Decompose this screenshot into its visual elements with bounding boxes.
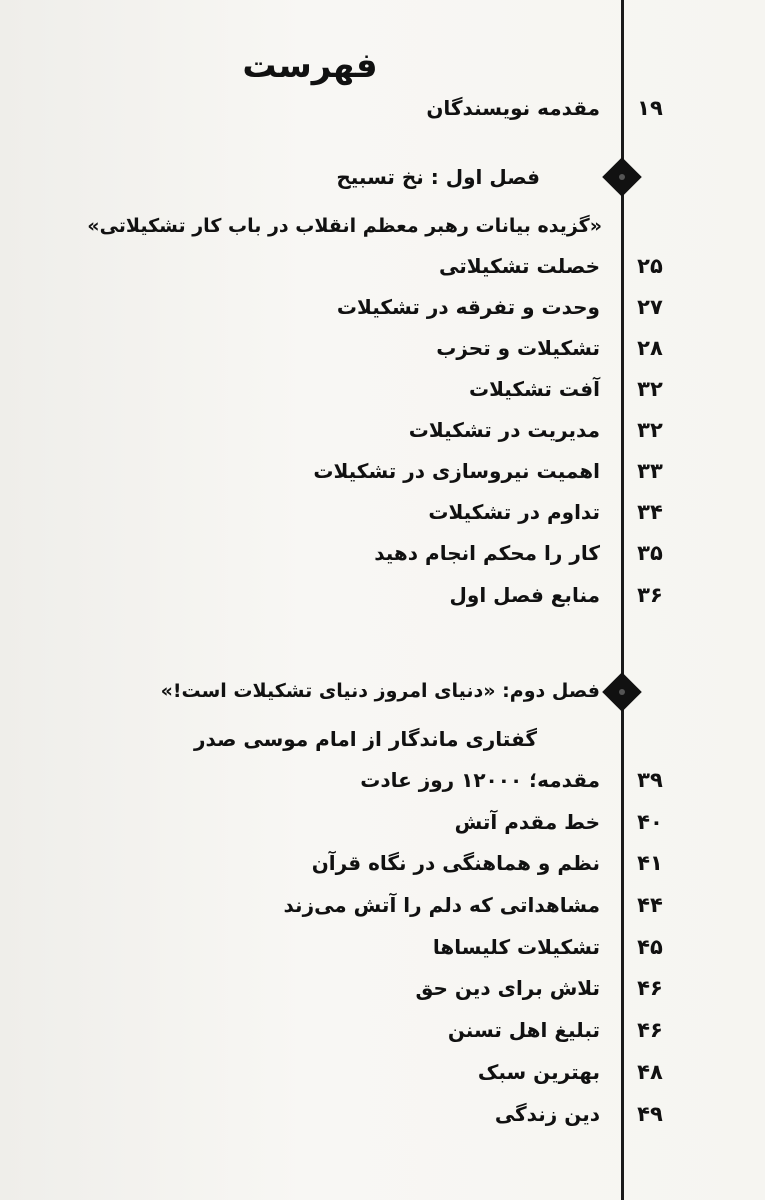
page-number: ۲۵ xyxy=(637,254,663,278)
entry-title: خصلت تشکیلاتی xyxy=(438,254,600,278)
toc-entry xyxy=(0,369,765,409)
page-number: ۳۵ xyxy=(637,541,663,565)
toc-entry xyxy=(0,575,765,615)
toc-entry xyxy=(0,843,765,883)
entry-title: بهترین سبک xyxy=(477,1060,600,1084)
page-number: ۴۴ xyxy=(637,893,663,917)
page-title: فهرست xyxy=(242,46,378,86)
page-number: ۴۰ xyxy=(637,810,663,834)
toc-entry xyxy=(0,927,765,967)
entry-title: منابع فصل اول xyxy=(449,583,600,607)
entry-title: آفت تشکیلات xyxy=(468,377,600,401)
entry-title: وحدت و تفرقه در تشکیلات xyxy=(336,295,600,319)
toc-entry xyxy=(0,328,765,368)
page-number: ۴۱ xyxy=(637,851,663,875)
entry-title: تشکیلات کلیساها xyxy=(432,935,600,959)
page-number: ۳۳ xyxy=(637,459,663,483)
entry-title: تلاش برای دین حق xyxy=(415,976,600,1000)
page-number: ۲۸ xyxy=(637,336,663,360)
entry-title: کار را محکم انجام دهید xyxy=(374,541,600,565)
page-number: ۳۴ xyxy=(637,500,663,524)
chapter2-diamond-ornament xyxy=(602,672,642,712)
page-number: ۳۲ xyxy=(637,418,663,442)
entry-title: مدیریت در تشکیلات xyxy=(408,418,600,442)
chapter2-subheading: گفتاری ماندگار از امام موسی صدر xyxy=(194,727,537,751)
chapter2-heading: فصل دوم: «دنیای امروز دنیای تشکیلات است!» xyxy=(160,680,600,702)
toc-entry xyxy=(0,1094,765,1134)
page-number: ۴۶ xyxy=(637,976,663,1000)
toc-entry xyxy=(0,760,765,800)
toc-entry-intro xyxy=(0,88,765,128)
page-number: ۴۹ xyxy=(637,1102,663,1126)
toc-entry xyxy=(0,492,765,532)
entry-title: مقدمه نویسندگان xyxy=(426,96,600,120)
toc-entry xyxy=(0,246,765,286)
toc-entry xyxy=(0,1052,765,1092)
entry-title: دین زندگی xyxy=(494,1102,600,1126)
entry-title: تداوم در تشکیلات xyxy=(428,500,600,524)
toc-entry xyxy=(0,410,765,450)
entry-title: مقدمه؛ ۱۲۰۰۰ روز عادت xyxy=(360,768,600,792)
page-number: ۳۹ xyxy=(637,768,663,792)
toc-entry xyxy=(0,1010,765,1050)
entry-title: خط مقدم آتش xyxy=(454,810,600,834)
entry-title: تشکیلات و تحزب xyxy=(436,336,600,360)
entry-title: نظم و هماهنگی در نگاه قرآن xyxy=(311,851,600,875)
page-number: ۴۶ xyxy=(637,1018,663,1042)
toc-entry xyxy=(0,802,765,842)
entry-title: اهمیت نیروسازی در تشکیلات xyxy=(313,459,600,483)
toc-entry xyxy=(0,968,765,1008)
toc-entry xyxy=(0,451,765,491)
page-number: ۳۲ xyxy=(637,377,663,401)
chapter1-diamond-ornament xyxy=(602,157,642,197)
page-number: ۱۹ xyxy=(637,96,663,120)
toc-entry xyxy=(0,885,765,925)
entry-title: تبلیغ اهل تسنن xyxy=(447,1018,600,1042)
entry-title: مشاهداتی که دلم را آتش می‌زند xyxy=(283,893,600,917)
toc-entry xyxy=(0,287,765,327)
page-number: ۳۶ xyxy=(637,583,663,607)
toc-entry xyxy=(0,533,765,573)
page-number: ۲۷ xyxy=(637,295,663,319)
chapter1-subheading: «گزیده بیانات رهبر معظم انقلاب در باب کار تشکیلاتی» xyxy=(87,215,602,237)
page-number: ۴۵ xyxy=(637,935,663,959)
chapter1-heading: فصل اول : نخ تسبیح xyxy=(336,165,540,189)
page-number: ۴۸ xyxy=(637,1060,663,1084)
